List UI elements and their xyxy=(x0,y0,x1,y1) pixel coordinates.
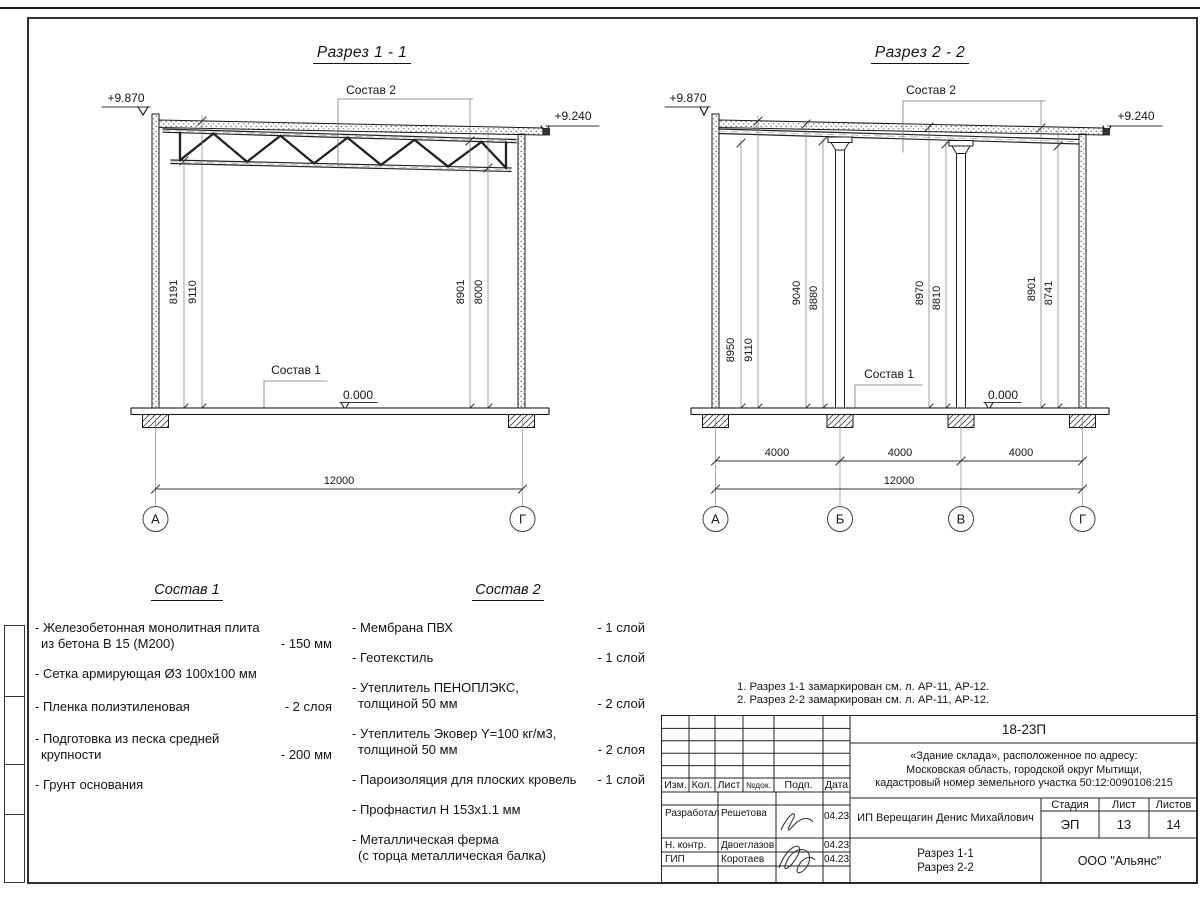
list-item xyxy=(352,680,645,712)
list-item xyxy=(35,666,332,682)
axis-label: Б xyxy=(835,511,845,527)
axis-lines xyxy=(716,418,1083,506)
object-line: Московская область, городской округ Мытищи, xyxy=(906,763,1142,776)
object-line: кадастровый номер земельного участка 50:12:0090106:215 xyxy=(875,777,1173,790)
composition-1-list xyxy=(35,620,332,807)
list-item xyxy=(352,650,645,666)
item-value: - 2 слоя xyxy=(284,699,332,714)
col-izm: Изм. xyxy=(664,779,687,791)
callout-label: Состав 1 xyxy=(271,363,321,377)
column-v xyxy=(949,141,973,409)
roof-edge-cap xyxy=(543,129,550,136)
level-value: +9.870 xyxy=(107,91,145,105)
vertical-dimension: 8810 xyxy=(931,285,943,311)
level-value: +9.240 xyxy=(1117,109,1155,123)
staff-role: ГИП xyxy=(665,854,685,865)
level-value: +9.870 xyxy=(669,91,707,105)
axis-label: Г xyxy=(518,511,527,527)
list-item xyxy=(352,832,645,864)
callout-label: Состав 1 xyxy=(864,367,914,381)
wall-left xyxy=(712,114,719,408)
item-line: толщиной 50 мм xyxy=(358,696,458,711)
roof-truss xyxy=(163,129,516,172)
object-line: «Здание склада», расположенное по адресу: xyxy=(910,750,1138,763)
item-line: из бетона В 15 (М200) xyxy=(41,636,175,651)
staff-role: Н. контр. xyxy=(665,840,707,851)
item-value: - 1 слой xyxy=(597,772,645,787)
level-value: 0.000 xyxy=(342,388,374,402)
signature xyxy=(779,814,815,873)
col-kol: Кол. xyxy=(691,779,713,791)
vertical-dimension: 8880 xyxy=(808,285,820,311)
staff-name: Двоеглазов xyxy=(721,840,775,851)
item-line: - Сетка армирующая Ø3 100х100 мм xyxy=(35,666,257,681)
footing xyxy=(509,415,535,428)
vertical-dimension: 8191 xyxy=(168,279,180,305)
wall-left xyxy=(152,114,159,408)
wall-right xyxy=(518,134,525,408)
vertical-dimension: 8901 xyxy=(455,279,467,305)
staff-date: 04.23 xyxy=(823,811,850,822)
section-1-1-drawing xyxy=(102,83,599,532)
vertical-dimension: 9110 xyxy=(743,338,755,362)
vertical-dimension: 8901 xyxy=(1026,276,1038,302)
axis-bubbles xyxy=(143,507,535,532)
item-line: - Утеплитель ПЕНОПЛЭКС, xyxy=(352,680,519,695)
composition-2-title xyxy=(458,582,558,598)
divider xyxy=(5,814,24,815)
sheets-label: Листов xyxy=(1155,798,1192,811)
staff-name: Коротаев xyxy=(721,854,765,865)
staff-role: Разработал xyxy=(665,808,720,819)
item-text xyxy=(352,832,546,864)
list-item xyxy=(35,777,332,793)
callout-label: Состав 2 xyxy=(906,83,956,97)
col-list: Лист xyxy=(717,779,741,791)
sheet-value: 13 xyxy=(1116,817,1132,832)
axis-label: А xyxy=(711,511,720,527)
zero-level-mark xyxy=(340,388,377,410)
axis-label: В xyxy=(956,511,966,527)
floor-callout xyxy=(264,363,327,408)
drawing-name-line: Разрез 1-1 xyxy=(917,848,974,860)
divider xyxy=(5,764,24,765)
item-line: - Мембрана ПВХ xyxy=(352,620,453,635)
vertical-dimension: 9110 xyxy=(187,280,199,304)
truss-diagonals xyxy=(180,134,506,168)
col-ndok: №док. xyxy=(746,780,771,790)
item-text xyxy=(352,620,453,636)
level-mark-left xyxy=(102,91,150,115)
item-value: - 2 слой xyxy=(597,696,645,711)
list-item xyxy=(35,731,332,763)
item-line: - Подготовка из песка средней xyxy=(35,731,220,746)
item-value: - 2 слоя xyxy=(597,742,645,757)
notes xyxy=(737,681,1017,707)
floor-slab xyxy=(131,408,549,415)
title-block xyxy=(661,715,1197,883)
span-dimension: 4000 xyxy=(1008,447,1034,459)
span-dimension: 4000 xyxy=(764,447,790,459)
axis-lines xyxy=(156,418,523,506)
item-value: - 1 слой xyxy=(597,620,645,635)
list-item xyxy=(35,699,332,715)
client-name: ИП Верещагин Денис Михайлович xyxy=(857,812,1034,824)
section-title-text: Разрез 2 - 2 xyxy=(871,44,969,64)
item-line: - Пароизоляция для плоских кровель xyxy=(352,772,577,787)
col-data: Дата xyxy=(824,779,849,791)
floor-slab xyxy=(691,408,1109,415)
note-line: 1. Разрез 1-1 замаркирован см. л. АР-11, АР-12. xyxy=(737,681,990,693)
item-text xyxy=(35,699,190,715)
roof-slab xyxy=(159,120,543,135)
item-line: толщиной 50 мм xyxy=(358,742,458,757)
item-text xyxy=(35,777,143,793)
list-item xyxy=(352,802,645,818)
sheet-label: Лист xyxy=(1112,798,1136,811)
item-line: - Пленка полиэтиленовая xyxy=(35,699,190,714)
staff-name: Решетова xyxy=(721,808,767,819)
staff-date: 04.23 xyxy=(823,854,850,865)
item-line: - Железобетонная монолитная плита xyxy=(35,620,260,635)
callout-label: Состав 2 xyxy=(346,83,396,97)
item-line: (с торца металлическая балка) xyxy=(358,848,547,863)
list-item xyxy=(35,620,332,652)
vertical-dimensions xyxy=(741,101,1058,408)
vertical-dimension: 8000 xyxy=(473,279,485,305)
section-2-title xyxy=(845,44,995,62)
level-value: 0.000 xyxy=(987,388,1019,402)
stage-label: Стадия xyxy=(1051,798,1089,811)
list-item xyxy=(352,726,645,758)
item-text xyxy=(352,802,521,818)
section-2-2-drawing xyxy=(665,83,1162,532)
section-1-title xyxy=(287,44,437,62)
composition-title-text: Состав 2 xyxy=(472,582,543,601)
level-value: +9.240 xyxy=(554,109,592,123)
item-text xyxy=(352,726,556,758)
level-mark-left xyxy=(665,91,710,115)
level-mark-right xyxy=(1103,109,1162,134)
item-line: - Металлическая ферма xyxy=(352,832,499,847)
wall-right xyxy=(1079,134,1086,408)
item-line: крупности xyxy=(41,747,102,762)
col-podp: Подп. xyxy=(784,779,813,791)
composition-2-list xyxy=(352,620,645,878)
item-text xyxy=(35,666,257,682)
item-text xyxy=(35,731,219,763)
list-item xyxy=(352,772,645,788)
vertical-dimension: 9040 xyxy=(791,280,803,306)
list-item xyxy=(352,620,645,636)
stage-value: ЭП xyxy=(1060,817,1080,832)
item-line: - Утеплитель Эковер Y=100 кг/м3, xyxy=(352,726,557,741)
item-line: - Геотекстиль xyxy=(352,650,434,665)
floor-callout xyxy=(855,367,922,408)
axis-label: А xyxy=(151,511,160,527)
total-dimension: 12000 xyxy=(323,475,355,487)
roof-edge-cap xyxy=(1103,129,1110,136)
section-title-text: Разрез 1 - 1 xyxy=(313,44,411,64)
company-name: ООО "Альянс" xyxy=(1077,854,1162,868)
item-value: - 1 слой xyxy=(597,650,645,665)
note-line: 2. Разрез 2-2 замаркирован см. л. АР-11, АР-12. xyxy=(737,694,990,706)
roof-callout xyxy=(903,83,1045,152)
composition-1-title xyxy=(137,582,237,598)
divider xyxy=(5,696,24,697)
zero-level-mark xyxy=(984,388,1021,410)
sheets-value: 14 xyxy=(1166,817,1181,832)
total-dimension: 12000 xyxy=(883,475,915,487)
drawing-name xyxy=(850,840,1041,882)
item-line: - Профнастил Н 153х1.1 мм xyxy=(352,802,521,817)
roof-slab xyxy=(719,120,1103,135)
item-value: - 200 мм xyxy=(280,747,332,762)
object-description xyxy=(850,745,1198,796)
column-b xyxy=(828,137,852,408)
axis-bubbles xyxy=(703,507,1095,532)
axis-label: Г xyxy=(1078,511,1087,527)
item-text xyxy=(35,620,260,652)
item-line: - Грунт основания xyxy=(35,777,144,792)
vertical-dimension: 8741 xyxy=(1043,280,1055,306)
span-dimension: 4000 xyxy=(887,447,913,459)
drawing-name-line: Разрез 2-2 xyxy=(917,862,974,874)
item-text xyxy=(352,680,519,712)
item-text xyxy=(352,650,433,666)
vertical-dimension: 8950 xyxy=(725,337,737,363)
item-value: - 150 мм xyxy=(280,636,332,651)
vertical-dimension: 8970 xyxy=(914,280,926,306)
left-margin-table xyxy=(4,625,25,883)
staff-date: 04.23 xyxy=(823,840,850,851)
composition-title-text: Состав 1 xyxy=(151,582,222,601)
item-text xyxy=(352,772,576,788)
document-number: 18-23П xyxy=(1001,722,1047,737)
